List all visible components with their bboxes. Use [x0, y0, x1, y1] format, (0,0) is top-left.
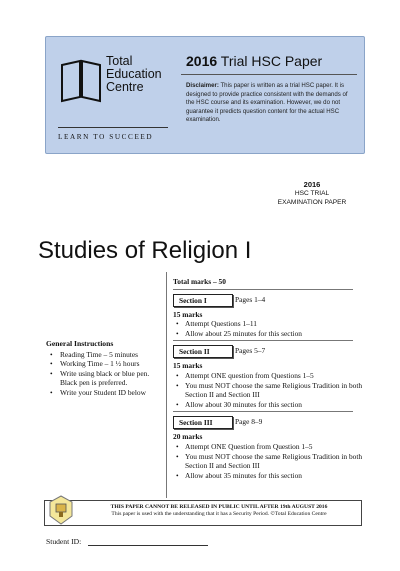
divider — [173, 289, 353, 290]
section-item: • You must NOT choose the same Religious Tradition in both Section II and Section III — [173, 381, 373, 400]
general-instructions — [46, 339, 166, 398]
disclaimer — [186, 82, 354, 125]
title-rule — [181, 74, 357, 75]
section-pages: Pages 1–4 — [235, 294, 266, 304]
student-id-field[interactable] — [88, 545, 208, 546]
section-pages: Page 8–9 — [235, 417, 263, 427]
section-item: • Attempt Questions 1–11 — [173, 319, 373, 329]
hsc-trial: HSC TRIAL — [294, 190, 330, 197]
release-notice — [81, 504, 357, 518]
student-id-label: Student ID: — [46, 537, 82, 546]
open-book-icon — [60, 57, 102, 103]
general-heading: General Instructions — [46, 339, 114, 348]
section-pages: Pages 5–7 — [235, 346, 266, 356]
section-label: Section III — [173, 416, 233, 429]
notice-text: This paper is used with the understanding that it has a Security Period. ©Total Education Centre — [111, 511, 327, 517]
exam-paper: EXAMINATION PAPER — [277, 199, 347, 206]
trophy-icon — [49, 495, 73, 525]
brand-name — [106, 55, 162, 94]
logo-divider — [58, 127, 168, 128]
column-divider — [166, 272, 167, 498]
instruction-item: • Write your Student ID below — [46, 388, 166, 398]
section-header — [173, 416, 373, 430]
brand-line-3: Centre — [106, 80, 144, 94]
instruction-item: • Reading Time – 5 minutes — [46, 350, 166, 360]
logo-area — [46, 37, 168, 153]
section-marks: 20 marks — [173, 432, 203, 442]
paper-year: 2016 — [186, 53, 218, 69]
section-header — [173, 345, 373, 359]
instruction-item: • Write using black or blue pen. Black pen is preferred. — [46, 369, 166, 388]
hsc-block — [262, 180, 362, 207]
divider — [173, 340, 353, 341]
section-item: • Allow about 30 minutes for this section — [173, 400, 373, 410]
section-item: • Allow about 25 minutes for this section — [173, 329, 373, 339]
total-marks: Total marks – 50 — [173, 277, 226, 286]
section-label: Section I — [173, 294, 233, 307]
divider — [173, 411, 353, 412]
header-box — [45, 36, 365, 154]
disclaimer-text: This paper is written as a trial HSC paper. It is designed to provide practice consistent with the demands of the HSC course and its examination. However, we do not guarantee it predicts question content for the actual HSC examination. — [186, 82, 348, 124]
sections-column — [173, 277, 373, 480]
brand-line-1: Total — [106, 54, 133, 68]
tagline: LEARN TO SUCCEED — [58, 133, 154, 141]
section-item: • You must NOT choose the same Religious Tradition in both Section II and Section III — [173, 452, 373, 471]
section-label: Section II — [173, 345, 233, 358]
section-marks: 15 marks — [173, 309, 203, 319]
section-header — [173, 294, 373, 308]
section-item: • Allow about 35 minutes for this section — [173, 471, 373, 481]
disclaimer-label: Disclaimer: — [186, 82, 219, 89]
paper-title — [186, 53, 322, 69]
subject-title: Studies of Religion I — [38, 237, 252, 264]
section-item: • Attempt ONE question from Questions 1–5 — [173, 371, 373, 381]
paper-title-text: Trial HSC Paper — [220, 53, 323, 69]
instruction-item: • Working Time – 1 ½ hours — [46, 359, 166, 369]
footer-notice-box — [44, 500, 362, 526]
brand-line-2: Education — [106, 67, 162, 81]
hsc-year: 2016 — [303, 180, 321, 189]
section-marks: 15 marks — [173, 361, 203, 371]
notice-bold: THIS PAPER CANNOT BE RELEASED IN PUBLIC UNTIL AFTER 19th AUGUST 2016 — [110, 504, 328, 510]
section-item: • Attempt ONE Question from Question 1–5 — [173, 442, 373, 452]
